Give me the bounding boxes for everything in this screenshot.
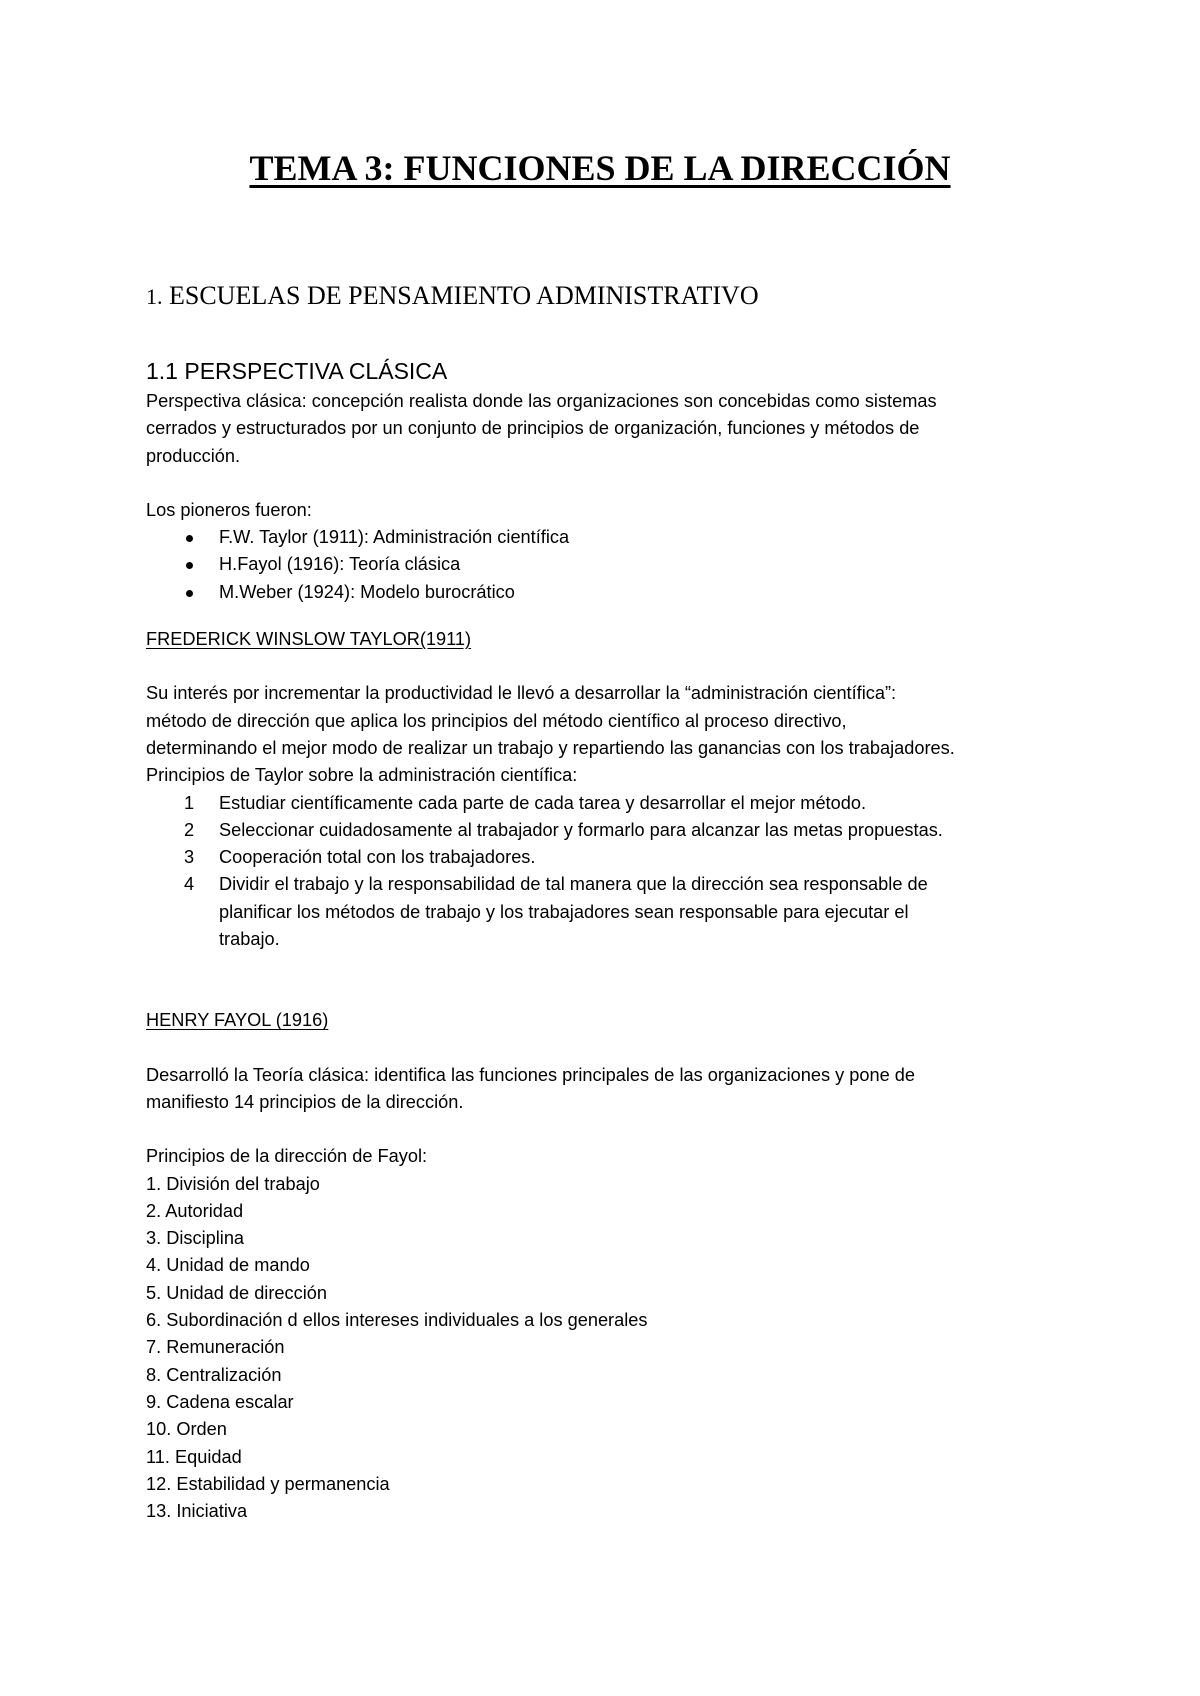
- section-1-heading: [146, 280, 759, 313]
- paragraph-line: Principios de Taylor sobre la administración científica:: [146, 765, 578, 786]
- list-item: 9. Cadena escalar: [146, 1391, 294, 1412]
- paragraph-line: determinando el mejor modo de realizar un trabajo y repartiendo las ganancias con los trabajadores.: [146, 737, 955, 758]
- list-item: 8. Centralización: [146, 1364, 282, 1385]
- list-item: 3. Disciplina: [146, 1228, 245, 1249]
- list-item: F.W. Taylor (1911): Administración científica: [146, 524, 1066, 551]
- bullet-icon: [186, 590, 193, 597]
- list-item: 4 Dividir el trabajo y la responsabilidad de tal manera que la dirección sea responsable de planificar los métodos de trabajo y los trabajadores sean responsable para ejecutar el trabajo.: [146, 871, 1066, 953]
- list-item: 2 Seleccionar cuidadosamente al trabajador y formarlo para alcanzar las metas propuestas.: [146, 817, 1066, 844]
- section-1-title: ESCUELAS DE PENSAMIENTO ADMINISTRATIVO: [169, 281, 759, 310]
- taylor-principles-list: [146, 790, 1066, 954]
- document-body: [146, 355, 1066, 1525]
- list-item: 1 Estudiar científicamente cada parte de cada tarea y desarrollar el mejor método.: [146, 790, 1066, 817]
- list-number: 1: [184, 792, 195, 813]
- list-item: M.Weber (1924): Modelo burocrático: [146, 579, 1066, 606]
- document-title-text: TEMA 3: FUNCIONES DE LA DIRECCIÓN: [249, 148, 951, 188]
- paragraph-line: Desarrolló la Teoría clásica: identifica las funciones principales de las organizaciones y pone de: [146, 1064, 916, 1085]
- fayol-principles-list: [146, 1171, 1066, 1526]
- list-number: 2: [184, 819, 195, 840]
- paragraph-line: producción.: [146, 445, 241, 466]
- bullet-icon: [186, 562, 193, 569]
- list-item: 4. Unidad de mando: [146, 1255, 310, 1276]
- list-item: 12. Estabilidad y permanencia: [146, 1473, 390, 1494]
- paragraph-line: cerrados y estructurados por un conjunto de principios de organización, funciones y métodos de: [146, 418, 920, 439]
- list-number: 4: [184, 874, 195, 895]
- taylor-heading: FREDERICK WINSLOW TAYLOR(1911): [146, 629, 472, 650]
- document-title: [0, 146, 1200, 190]
- paragraph-line: manifiesto 14 principios de la dirección.: [146, 1091, 464, 1112]
- list-item: 7. Remuneración: [146, 1337, 285, 1358]
- list-item: H.Fayol (1916): Teoría clásica: [146, 551, 1066, 578]
- section-1-number: 1.: [146, 284, 163, 309]
- list-item: 1. División del trabajo: [146, 1173, 320, 1194]
- list-item: 3 Cooperación total con los trabajadores.: [146, 844, 1066, 871]
- list-item: 2. Autoridad: [146, 1200, 244, 1221]
- fayol-heading: HENRY FAYOL (1916): [146, 1010, 329, 1031]
- list-item: 6. Subordinación d ellos intereses individuales a los generales: [146, 1310, 648, 1331]
- paragraph-line: método de dirección que aplica los principios del método científico al proceso directivo,: [146, 710, 847, 731]
- list-number: 3: [184, 847, 195, 868]
- list-item: 11. Equidad: [146, 1446, 242, 1467]
- pioneers-label: Los pioneros fueron:: [146, 499, 312, 520]
- list-item: 13. Iniciativa: [146, 1501, 248, 1522]
- list-item: 5. Unidad de dirección: [146, 1282, 327, 1303]
- paragraph-line: Su interés por incrementar la productividad le llevó a desarrollar la “administración científica”:: [146, 683, 897, 704]
- pioneers-list: [146, 524, 1066, 606]
- paragraph-line: Perspectiva clásica: concepción realista donde las organizaciones son concebidas como sistemas: [146, 391, 937, 411]
- bullet-icon: [186, 535, 193, 542]
- fayol-principles-label: Principios de la dirección de Fayol:: [146, 1146, 428, 1167]
- list-item: 10. Orden: [146, 1419, 227, 1440]
- section-1-1-heading: 1.1 PERSPECTIVA CLÁSICA: [146, 358, 448, 384]
